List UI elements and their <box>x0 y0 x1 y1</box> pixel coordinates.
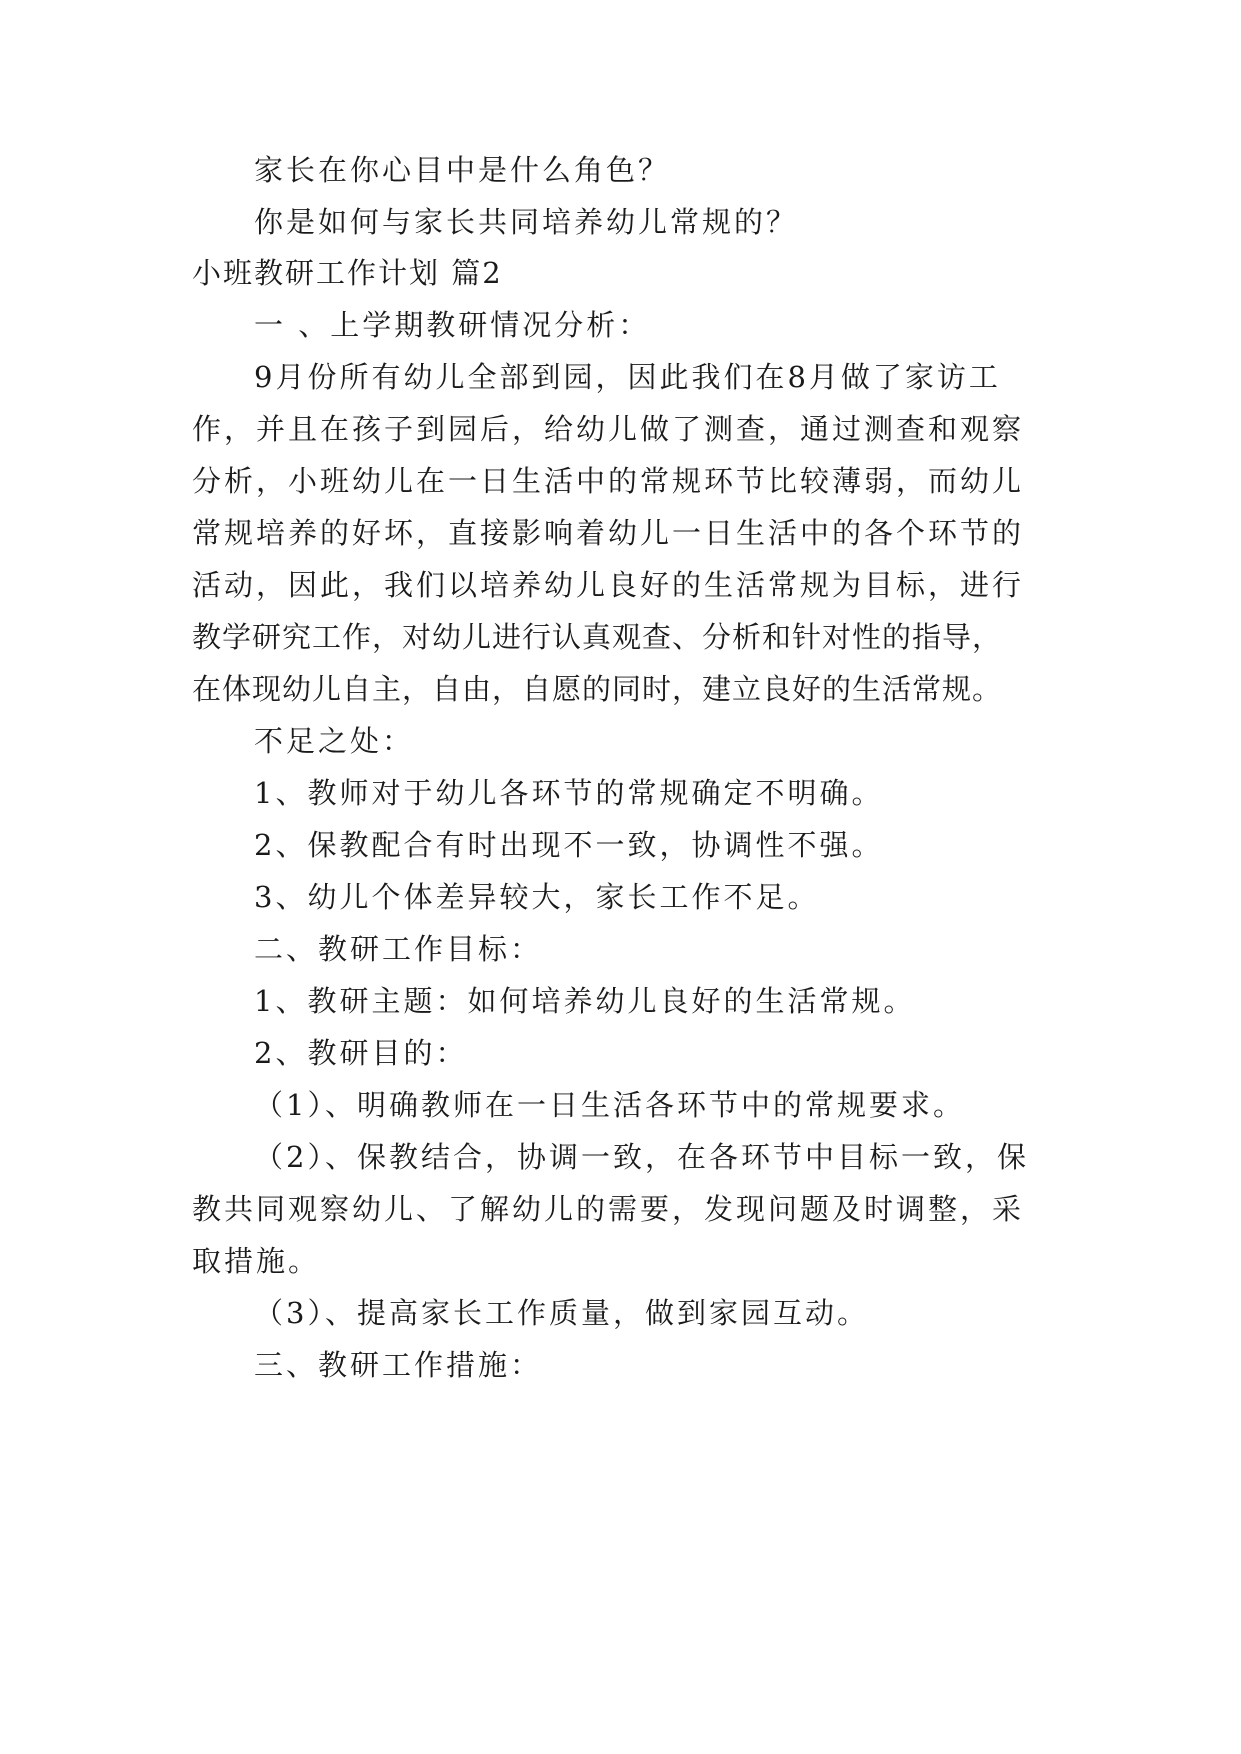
paragraph-line: 常规培养的好坏，直接影响着幼儿一日生活中的各个环节的 <box>192 516 1025 550</box>
list-item: 1、教师对于幼儿各环节的常规确定不明确。 <box>254 776 884 810</box>
list-item: （2）、保教结合，协调一致，在各环节中目标一致，保 <box>254 1140 1029 1174</box>
paragraph-line: 活动，因此，我们以培养幼儿良好的生活常规为目标，进行 <box>192 568 1025 602</box>
question-line: 家长在你心目中是什么角色？ <box>254 153 671 187</box>
list-item: 3、幼儿个体差异较大，家长工作不足。 <box>254 880 820 914</box>
subheading: 三、教研工作措施： <box>254 1348 543 1382</box>
paragraph-line: 教学研究工作，对幼儿进行认真观查、分析和针对性的指导， <box>192 620 1003 654</box>
paragraph-line: 取措施。 <box>192 1244 321 1278</box>
question-line: 你是如何与家长共同培养幼儿常规的？ <box>254 205 799 239</box>
subheading: 二、教研工作目标： <box>254 932 543 966</box>
list-item: （3）、提高家长工作质量，做到家园互动。 <box>254 1296 869 1330</box>
paragraph-line: 不足之处： <box>254 724 415 758</box>
list-item: （1）、明确教师在一日生活各环节中的常规要求。 <box>254 1088 965 1122</box>
list-item: 2、教研目的： <box>254 1036 468 1070</box>
paragraph-line: 教共同观察幼儿、了解幼儿的需要，发现问题及时调整，采 <box>192 1192 1025 1226</box>
section-heading: 小班教研工作计划 篇2 <box>192 256 503 290</box>
paragraph-line: 在体现幼儿自主，自由，自愿的同时，建立良好的生活常规。 <box>192 672 1003 706</box>
subheading: 一 、上学期教研情况分析： <box>254 308 651 342</box>
paragraph-line: 作，并且在孩子到园后，给幼儿做了测查，通过测查和观察 <box>192 412 1025 446</box>
list-item: 2、保教配合有时出现不一致，协调性不强。 <box>254 828 884 862</box>
list-item: 1、教研主题：如何培养幼儿良好的生活常规。 <box>254 984 916 1018</box>
paragraph-line: 分析，小班幼儿在一日生活中的常规环节比较薄弱，而幼儿 <box>192 464 1025 498</box>
paragraph-line: 9月份所有幼儿全部到园，因此我们在8月做了家访工 <box>254 360 1001 394</box>
